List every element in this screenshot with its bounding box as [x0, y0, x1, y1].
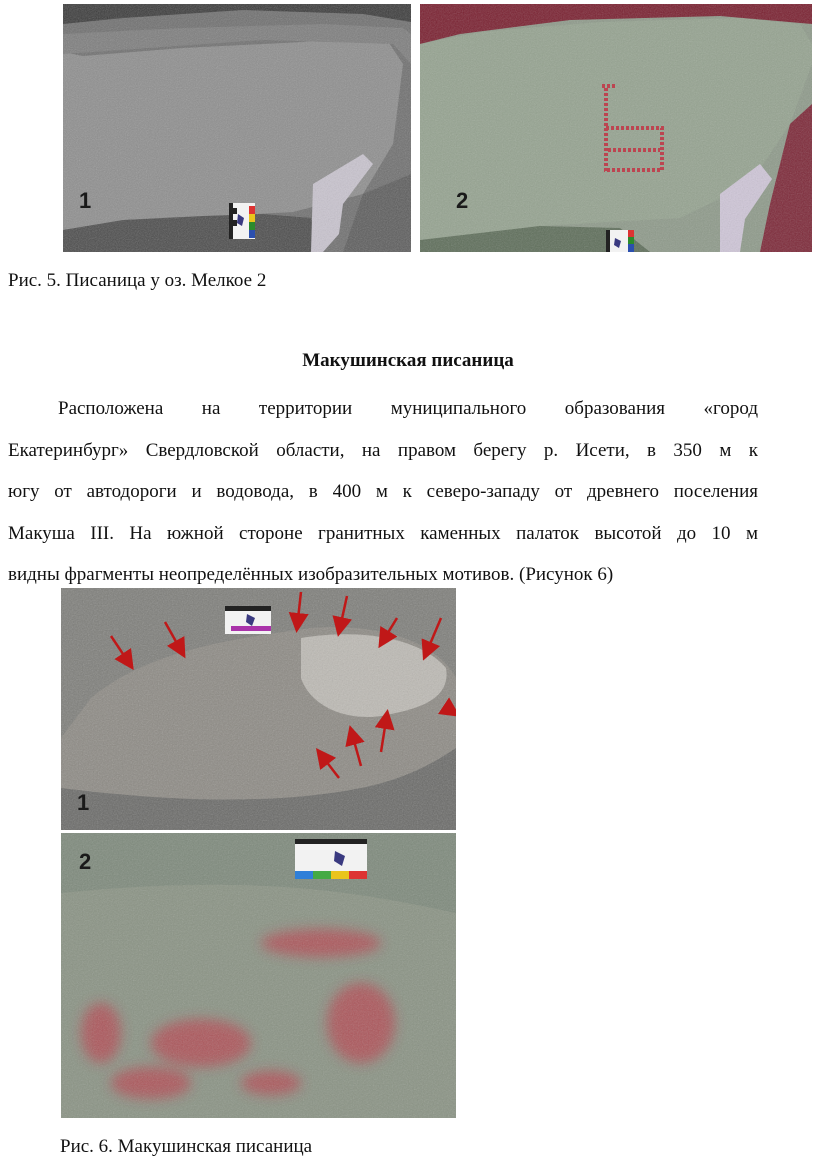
paragraph-line-2: Екатеринбург» Свердловской области, на правом берегу р. Исети, в 350 м к	[8, 439, 758, 461]
figure5-photo-2	[420, 4, 812, 252]
paragraph-line-4: Макуша III. На южной стороне гранитных каменных палаток высотой до 10 м	[8, 522, 758, 544]
figure6-photo-1	[61, 588, 456, 830]
figure5-panel-number-2: 2	[456, 188, 469, 213]
figure6-panel-number-1: 1	[77, 790, 90, 815]
figure5-photo-1	[63, 4, 411, 252]
figure5-caption: Рис. 5. Писаница у оз. Мелкое 2	[8, 270, 267, 291]
figure5-panel-number-1: 1	[79, 188, 92, 213]
paragraph-line-1: Расположена на территории муниципального образования «город	[58, 398, 758, 419]
paragraph-line-3: югу от автодороги и водовода, в 400 м к северо-западу от древнего поселения	[8, 481, 758, 502]
section-heading: Макушинская писаница	[302, 350, 514, 371]
figure6-panel-number-2: 2	[79, 849, 92, 874]
body-paragraph	[8, 388, 758, 596]
figure6-caption: Рис. 6. Макушинская писаница	[60, 1136, 313, 1157]
paragraph-line-5: видны фрагменты неопределённых изобразительных мотивов. (Рисунок 6)	[8, 564, 614, 585]
figure6-photo-2	[61, 833, 456, 1118]
